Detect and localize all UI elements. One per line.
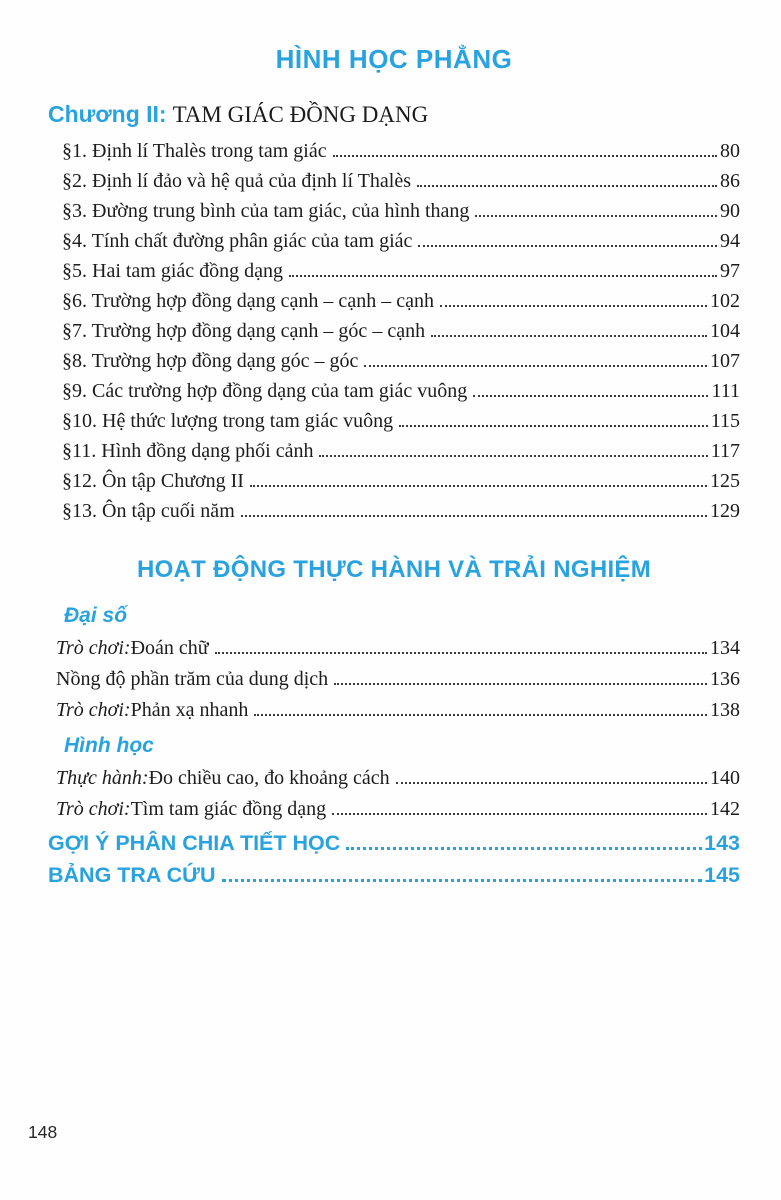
dot-leader — [399, 425, 708, 427]
dot-leader — [332, 813, 707, 815]
toc-label: §1. Định lí Thalès trong tam giác — [62, 140, 327, 162]
toc-page: 111 — [711, 380, 740, 402]
dot-leader — [473, 395, 708, 397]
dot-leader — [364, 365, 707, 367]
toc-page: 117 — [710, 440, 740, 462]
toc-row — [62, 140, 740, 170]
toc-label: §5. Hai tam giác đồng dạng — [62, 260, 284, 282]
toc-row — [56, 637, 740, 668]
dot-leader — [417, 185, 717, 187]
practice-toc — [56, 604, 740, 829]
toc-page: 90 — [720, 200, 740, 222]
dot-leader — [289, 275, 717, 277]
toc-row — [62, 470, 740, 500]
toc-page: 140 — [710, 767, 740, 789]
toc-row — [62, 260, 740, 290]
toc-page: 142 — [710, 798, 740, 820]
group-heading-dai-so: Đại số — [64, 604, 128, 627]
toc-label: Nồng độ phần trăm của dung dịch — [56, 668, 329, 690]
toc-page: 104 — [710, 320, 740, 342]
page-number: 148 — [28, 1122, 58, 1142]
page-title: HÌNH HỌC PHẲNG — [275, 44, 513, 74]
dot-leader — [346, 847, 702, 850]
toc-page: 97 — [720, 260, 740, 282]
toc-page: 102 — [710, 290, 740, 312]
footer-links — [48, 831, 740, 895]
toc-label: Đo chiều cao, đo khoảng cách — [148, 767, 390, 789]
chapter-title: TAM GIÁC ĐỒNG DẠNG — [172, 102, 429, 127]
toc-label: §13. Ôn tập cuối năm — [62, 500, 235, 522]
toc-label: Phản xạ nhanh — [130, 699, 249, 721]
item-prefix: Trò chơi: — [56, 699, 131, 721]
toc-page: 129 — [710, 500, 740, 522]
dot-leader — [319, 455, 707, 457]
toc-row — [62, 410, 740, 440]
dot-leader — [333, 155, 717, 157]
toc-row — [62, 500, 740, 530]
toc-row — [62, 440, 740, 470]
toc-label: §11. Hình đồng dạng phối cảnh — [62, 440, 314, 462]
toc-page: 86 — [720, 170, 740, 192]
item-prefix: Thực hành: — [56, 767, 149, 789]
toc-row — [56, 798, 740, 829]
toc-label: §4. Tính chất đường phân giác của tam giác — [62, 230, 413, 252]
toc-label: Tìm tam giác đồng dạng — [130, 798, 327, 820]
footer-link-row — [48, 863, 740, 895]
chapter-heading — [48, 101, 740, 128]
toc-page: 107 — [710, 350, 740, 372]
chapter2-toc — [62, 140, 740, 530]
toc-label: §9. Các trường hợp đồng dạng của tam giác vuông — [62, 380, 468, 402]
toc-label: §7. Trường hợp đồng dạng cạnh – góc – cạnh — [62, 320, 426, 342]
toc-label: §8. Trường hợp đồng dạng góc – góc — [62, 350, 359, 372]
dot-leader — [215, 652, 707, 654]
dot-leader — [440, 305, 707, 307]
toc-page: 134 — [710, 637, 740, 659]
dot-leader — [431, 335, 707, 337]
toc-label: §10. Hệ thức lượng trong tam giác vuông — [62, 410, 394, 432]
toc-label: §6. Trường hợp đồng dạng cạnh – cạnh – cạnh — [62, 290, 434, 312]
dot-leader — [222, 879, 703, 882]
footer-link-label: GỢI Ý PHÂN CHIA TIẾT HỌC — [48, 831, 341, 855]
footer-link-page: 145 — [704, 863, 740, 887]
footer-link-row — [48, 831, 740, 863]
dot-leader — [418, 245, 717, 247]
chapter-label: Chương II: — [48, 101, 167, 127]
toc-row — [56, 699, 740, 730]
toc-label: Đoán chữ — [130, 637, 209, 659]
item-prefix: Trò chơi: — [56, 637, 131, 659]
dot-leader — [254, 714, 707, 716]
dot-leader — [396, 782, 707, 784]
toc-row — [62, 230, 740, 260]
toc-row — [56, 767, 740, 798]
toc-label: §3. Đường trung bình của tam giác, của hình thang — [62, 200, 470, 222]
toc-row — [62, 320, 740, 350]
item-prefix: Trò chơi: — [56, 798, 131, 820]
toc-label: §12. Ôn tập Chương II — [62, 470, 244, 492]
toc-row — [62, 290, 740, 320]
toc-page: 136 — [710, 668, 740, 690]
toc-row — [62, 350, 740, 380]
toc-row — [62, 200, 740, 230]
toc-row — [62, 170, 740, 200]
group-heading-hinh-hoc: Hình học — [64, 734, 154, 757]
toc-page: 94 — [720, 230, 740, 252]
toc-page: 125 — [710, 470, 740, 492]
toc-label: §2. Định lí đảo và hệ quả của định lí Thalès — [62, 170, 411, 192]
dot-leader — [334, 683, 707, 685]
practice-section-title: HOẠT ĐỘNG THỰC HÀNH VÀ TRẢI NGHIỆM — [136, 556, 652, 583]
toc-page: 115 — [710, 410, 740, 432]
toc-row — [56, 668, 740, 699]
dot-leader — [241, 515, 707, 517]
dot-leader — [250, 485, 707, 487]
toc-row — [62, 380, 740, 410]
toc-page: 80 — [720, 140, 740, 162]
footer-link-label: BẢNG TRA CỨU — [48, 863, 216, 887]
toc-page: 138 — [710, 699, 740, 721]
dot-leader — [475, 215, 717, 217]
footer-link-page: 143 — [704, 831, 740, 855]
